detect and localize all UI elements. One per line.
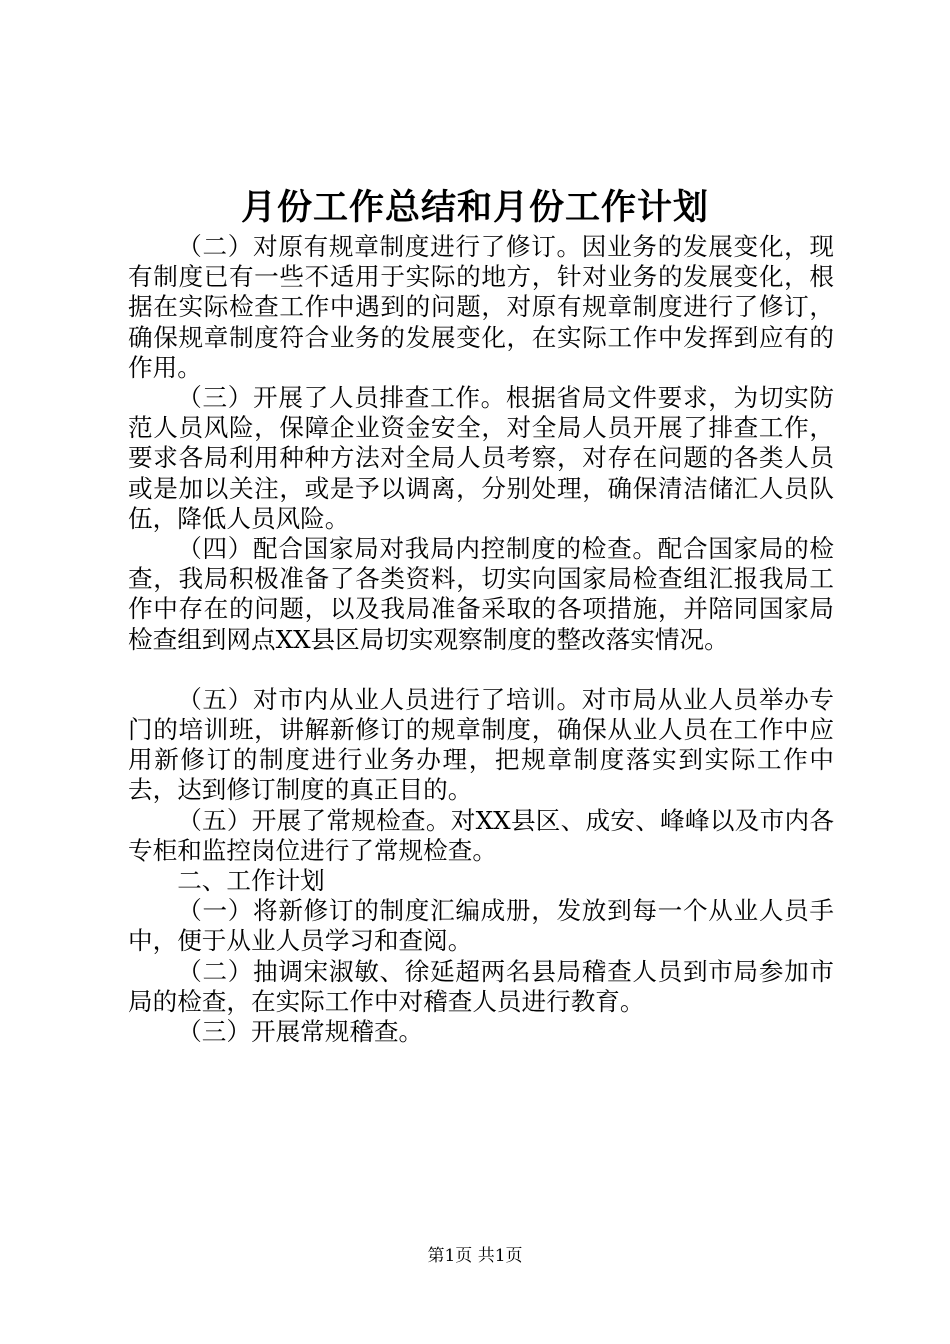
document-body bbox=[128, 232, 834, 1047]
plan-item-transfer-auditors: （二）抽调宋淑敏、徐延超两名县局稽查人员到市局参加市局的检查，在实际工作中对稽查人员进行教育。 bbox=[128, 956, 834, 1016]
plan-item-routine-audit: （三）开展常规稽查。 bbox=[177, 1017, 424, 1047]
page-footer: 第1页 共1页 bbox=[427, 1246, 523, 1266]
paragraph-staff-training: （五）对市内从业人员进行了培训。对市局从业人员举办专门的培训班，讲解新修订的规章制度，确保从业人员在工作中应用新修订的制度进行业务办理，把规章制度落实到实际工作中去，达到修订制度的真正目的。 bbox=[128, 684, 834, 805]
section-heading-work-plan: 二、工作计划 bbox=[177, 866, 325, 896]
paragraph-revise-rules: （二）对原有规章制度进行了修订。因业务的发展变化，现有制度已有一些不适用于实际的地方，针对业务的发展变化，根据在实际检查工作中遇到的问题，对原有规章制度进行了修订，确保规章制度符合业务的发展变化，在实际工作中发挥到应有的作用。 bbox=[128, 232, 834, 382]
paragraph-routine-inspection: （五）开展了常规检查。对XX县区、成安、峰峰以及市内各专柜和监控岗位进行了常规检查。 bbox=[128, 805, 834, 865]
document-title: 月份工作总结和月份工作计划 bbox=[240, 187, 709, 228]
plan-item-compile-rules: （一）将新修订的制度汇编成册，发放到每一个从业人员手中，便于从业人员学习和查阅。 bbox=[128, 896, 834, 956]
paragraph-staff-screening: （三）开展了人员排查工作。根据省局文件要求，为切实防范人员风险，保障企业资金安全，对全局人员开展了排查工作，要求各局利用种种方法对全局人员考察，对存在问题的各类人员或是加以关注，或是予以调离，分别处理，确保清洁储汇人员队伍，降低人员风险。 bbox=[128, 383, 834, 533]
paragraph-national-inspection: （四）配合国家局对我局内控制度的检查。配合国家局的检查，我局积极准备了各类资料，切实向国家局检查组汇报我局工作中存在的问题，以及我局准备采取的各项措施，并陪同国家局检查组到网点XX县区局切实观察制度的整改落实情况。 bbox=[128, 534, 834, 654]
